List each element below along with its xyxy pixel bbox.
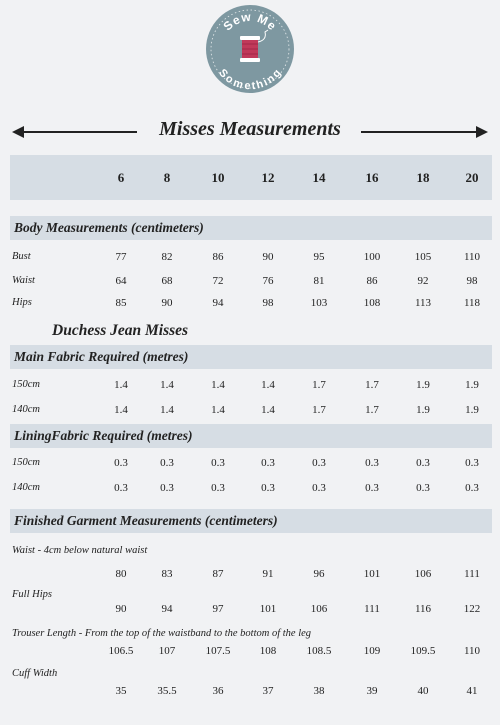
finished-cell: 116 [414,603,432,615]
body-measurements-heading: Body Measurements (centimeters) [14,220,204,235]
size-header-12: 12 [261,170,275,185]
lining_fabric-cell: 0.3 [365,482,379,494]
body-cell: 110 [463,251,481,263]
lining_fabric-row-label: 140cm [12,482,40,493]
finished-cell: 108.5 [306,645,332,657]
lining_fabric-cell: 0.3 [211,482,225,494]
finished-cell: 101 [259,603,277,615]
body-cell: 100 [363,251,381,263]
main_fabric-cell: 1.4 [114,404,128,416]
main-fabric-band [10,345,492,369]
right-arrow-icon [476,126,488,138]
lining_fabric-cell: 0.3 [114,457,128,469]
body-cell: 82 [161,251,173,263]
lining_fabric-cell: 0.3 [160,482,174,494]
body-cell: 81 [313,275,325,287]
lining_fabric-cell: 0.3 [312,457,326,469]
finished-row-label: Trouser Length - From the top of the waistband to the bottom of the leg [12,628,312,639]
finished-cell: 87 [212,568,224,580]
size-header-18: 18 [416,170,430,185]
finished-cell: 109.5 [410,645,436,657]
finished-garment-band [10,509,492,533]
finished-cell: 35 [115,685,127,697]
finished-cell: 106 [414,568,432,580]
finished-cell: 40 [417,685,429,697]
finished-cell: 109 [363,645,381,657]
finished-row-label: Full Hips [12,589,52,600]
finished-cell: 90 [115,603,127,615]
title-row [12,118,488,146]
finished-cell: 94 [161,603,173,615]
main_fabric-cell: 1.4 [261,379,275,391]
body-row-label: Bust [12,251,31,262]
finished-cell: 108 [259,645,277,657]
finished-cell: 122 [463,603,481,615]
finished-cell: 111 [464,568,480,580]
body-cell: 86 [212,251,224,263]
size-header-8: 8 [163,170,171,185]
body-cell: 92 [417,275,429,287]
finished-cell: 41 [466,685,478,697]
main_fabric-row-label: 150cm [12,379,40,390]
finished-cell: 101 [363,568,381,580]
main_fabric-cell: 1.7 [365,379,379,391]
body-cell: 76 [262,275,274,287]
body-cell: 64 [115,275,127,287]
finished-cell: 110 [463,645,481,657]
lining_fabric-cell: 0.3 [261,482,275,494]
logo-text-bottom: Something [216,66,284,93]
body-row-label: Waist [12,275,35,286]
main_fabric-row-label: 140cm [12,404,40,415]
size-header-10: 10 [211,170,225,185]
main_fabric-cell: 1.7 [312,379,326,391]
body-cell: 113 [414,297,432,309]
finished-cell: 91 [262,568,274,580]
main_fabric-cell: 1.9 [465,379,479,391]
finished-cell: 80 [115,568,127,580]
body-measurements-band [10,216,492,240]
finished-cell: 39 [366,685,378,697]
lining_fabric-cell: 0.3 [465,482,479,494]
lining_fabric-cell: 0.3 [160,457,174,469]
body-cell: 86 [366,275,378,287]
logo-text-top: Sew Me [220,9,280,34]
finished-cell: 107.5 [205,645,231,657]
body-cell: 105 [414,251,432,263]
body-cell: 68 [161,275,173,287]
finished-row-label: Waist - 4cm below natural waist [12,545,148,556]
body-cell: 72 [212,275,224,287]
finished-cell: 107 [158,645,176,657]
finished-cell: 36 [212,685,224,697]
lining_fabric-cell: 0.3 [261,457,275,469]
size-header-16: 16 [365,170,379,185]
lining_fabric-cell: 0.3 [465,457,479,469]
main_fabric-cell: 1.4 [114,379,128,391]
main_fabric-cell: 1.7 [365,404,379,416]
lining_fabric-row-label: 150cm [12,457,40,468]
main_fabric-cell: 1.9 [416,404,430,416]
pattern-name: Duchess Jean Misses [52,322,189,339]
finished-cell: 97 [212,603,224,615]
finished-garment-heading: Finished Garment Measurements (centimeters) [14,513,278,528]
body-cell: 95 [313,251,325,263]
finished-cell: 38 [313,685,325,697]
body-cell: 90 [262,251,274,263]
main_fabric-cell: 1.4 [211,379,225,391]
body-cell: 98 [262,297,274,309]
lining_fabric-cell: 0.3 [365,457,379,469]
body-cell: 85 [115,297,127,309]
finished-cell: 106 [310,603,328,615]
body-cell: 103 [310,297,328,309]
main_fabric-cell: 1.9 [416,379,430,391]
main_fabric-cell: 1.4 [211,404,225,416]
finished-cell: 96 [313,568,325,580]
lining_fabric-cell: 0.3 [114,482,128,494]
main_fabric-cell: 1.4 [160,404,174,416]
main_fabric-cell: 1.4 [160,379,174,391]
size-header-20: 20 [465,170,479,185]
page-title: Misses Measurements [159,118,341,140]
finished-cell: 37 [262,685,274,697]
body-cell: 98 [466,275,478,287]
finished-cell: 35.5 [157,685,177,697]
main_fabric-cell: 1.4 [261,404,275,416]
lining_fabric-cell: 0.3 [312,482,326,494]
finished-cell: 83 [161,568,173,580]
main-fabric-heading: Main Fabric Required (metres) [14,349,189,364]
body-cell: 118 [463,297,481,309]
lining-fabric-band [10,424,492,448]
body-cell: 77 [115,251,127,263]
lining_fabric-cell: 0.3 [211,457,225,469]
sew-me-something-logo [205,4,295,94]
finished-row-label: Cuff Width [12,668,58,679]
body-cell: 108 [363,297,381,309]
main_fabric-cell: 1.9 [465,404,479,416]
main_fabric-cell: 1.7 [312,404,326,416]
lining_fabric-cell: 0.3 [416,482,430,494]
finished-cell: 111 [364,603,380,615]
lining-fabric-heading: LiningFabric Required (metres) [14,428,193,443]
finished-cell: 106.5 [108,645,134,657]
body-cell: 90 [161,297,173,309]
right-arrow-line [361,131,478,133]
lining_fabric-cell: 0.3 [416,457,430,469]
body-row-label: Hips [12,297,32,308]
size-header-14: 14 [312,170,326,185]
body-cell: 94 [212,297,224,309]
size-header-6: 6 [117,170,125,185]
